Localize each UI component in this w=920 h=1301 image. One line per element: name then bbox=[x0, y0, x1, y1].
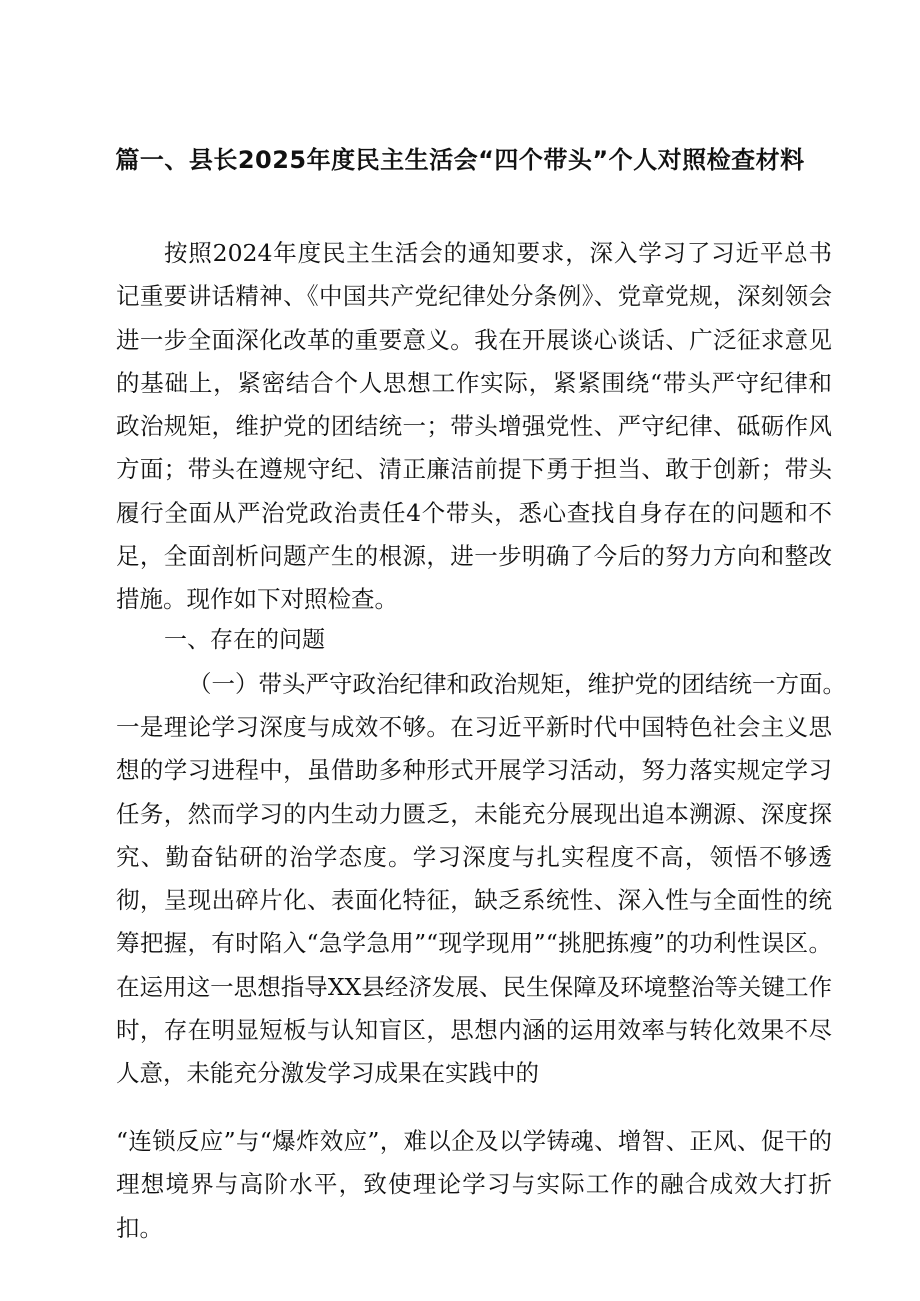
subsection-heading: （一）带头严守政治纪律和政治规矩，维护党的团结统一方面。 bbox=[188, 670, 846, 698]
intro-paragraph: 按照2024年度民主生活会的通知要求，深入学习了习近平总书记重要讲话精神、《中国共产党纪律处分条例》、党章党规，深刻领会进一步全面深化改革的重要意义。我在开展谈心谈话、广泛征求意见的基础上，紧密结合个人思想工作实际，紧紧围绕“带头严守纪律和政治规矩，维护党的团结统一；带头增强党性、严守纪律、砥砺作风方面；带头在遵规守纪、清正廉洁前提下勇于担当、敢于创新；带头履行全面从严治党政治责任4个带头，悉心查找自身存在的问题和不足，全面剖析问题产生的根源，进一步明确了今后的努力方向和整改措施。现作如下对照检查。 bbox=[116, 239, 832, 614]
continuation-paragraph: “连锁反应”与“爆炸效应”，难以企及以学铸魂、增智、正风、促干的理想境界与高阶水平，致使理论学习与实际工作的融合成效大打折扣。 bbox=[116, 1127, 832, 1242]
section-heading: 一、存在的问题 bbox=[164, 627, 325, 653]
body-paragraph: 一是理论学习深度与成效不够。在习近平新时代中国特色社会主义思想的学习进程中，虽借助多种形式开展学习活动，努力落实规定学习任务，然而学习的内生动力匮乏，未能充分展现出追本溯源、深度探究、勤奋钻研的治学态度。学习深度与扎实程度不高，领悟不够透彻，呈现出碎片化、表面化特征，缺乏系统性、深入性与全面性的统筹把握，有时陷入“急学急用”“现学现用”“挑肥拣瘦”的功利性误区。在运用这一思想指导XX县经济发展、民生保障及环境整治等关键工作时，存在明显短板与认知盲区，思想内涵的运用效率与转化效果不尽人意，未能充分激发学习成果在实践中的 bbox=[116, 713, 832, 1088]
document-title: 篇一、县长2025年度民主生活会“四个带头”个人对照检查材料 bbox=[115, 146, 805, 174]
